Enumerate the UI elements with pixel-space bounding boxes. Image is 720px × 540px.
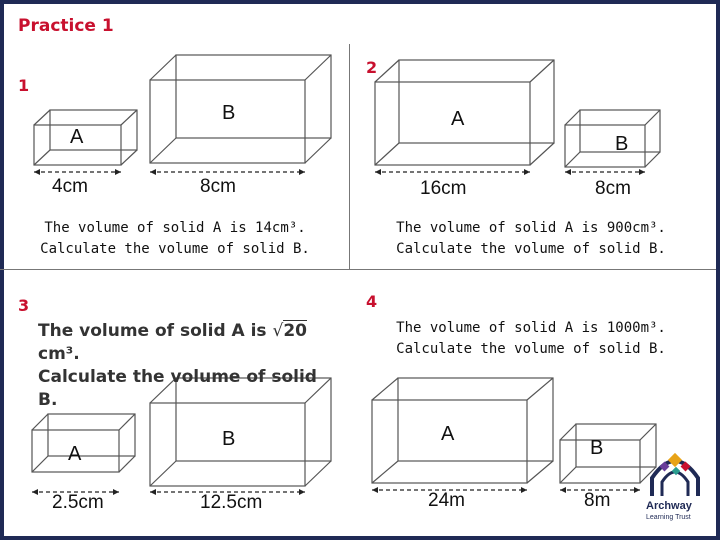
q1-label-b: B: [222, 102, 236, 124]
logo-subtitle: Learning Trust: [646, 514, 691, 521]
q1-label-a: A: [70, 126, 84, 148]
q2-solid-b: [565, 110, 660, 167]
q4-solid-a: [372, 378, 553, 483]
archway-logo-mark: [652, 453, 698, 496]
q2-solid-a: [375, 60, 554, 165]
q1-text-line1: The volume of solid A is 14cm³.: [44, 220, 306, 236]
q4-dim-a: 24m: [428, 490, 465, 511]
q1-question-text: [20, 218, 330, 260]
q2-text-line1: The volume of solid A is 900cm³.: [396, 220, 666, 236]
q1-solid-a: [34, 110, 137, 165]
q2-text-line2: Calculate the volume of solid B.: [396, 241, 666, 257]
q3-text-line1: The volume of solid A is √20 cm³.: [38, 321, 307, 364]
q3-number: 3: [18, 296, 30, 315]
q3-label-a: A: [68, 443, 82, 465]
q3-solid-a: [32, 414, 135, 472]
q2-dim-a: 16cm: [420, 178, 467, 199]
q2-label-b: B: [615, 133, 629, 155]
q1-number: 1: [18, 76, 30, 95]
q4-dim-b: 8m: [584, 490, 611, 511]
q4-label-b: B: [590, 437, 604, 459]
q4-number: 4: [366, 292, 378, 311]
q2-question-text: [372, 218, 690, 260]
q3-text-post: cm³.: [38, 344, 80, 364]
q4-text-line1: The volume of solid A is 1000m³.: [396, 320, 666, 336]
q2-label-a: A: [451, 108, 465, 130]
q3-dim-b: 12.5cm: [200, 492, 263, 513]
q4-question-text: [372, 318, 690, 360]
q3-question-text: [38, 320, 338, 412]
q2-dim-b: 8cm: [595, 178, 631, 199]
q3-radicand: 20: [283, 321, 307, 341]
q1-dim-b: 8cm: [200, 176, 236, 197]
q4-text-line2: Calculate the volume of solid B.: [396, 341, 666, 357]
q3-dim-a: 2.5cm: [52, 492, 104, 513]
page-title: Practice 1: [18, 16, 114, 36]
q1-solid-b: [150, 55, 331, 163]
q3-text-pre: The volume of solid A is: [38, 321, 273, 341]
q4-solid-b: [560, 424, 656, 483]
q2-number: 2: [366, 58, 378, 77]
q3-label-b: B: [222, 428, 236, 450]
q1-text-line2: Calculate the volume of solid B.: [40, 241, 310, 257]
q4-label-a: A: [441, 423, 455, 445]
q3-text-line2: Calculate the volume of solid B.: [38, 367, 317, 410]
logo-name: Archway: [646, 500, 692, 512]
q1-dim-a: 4cm: [52, 176, 88, 197]
